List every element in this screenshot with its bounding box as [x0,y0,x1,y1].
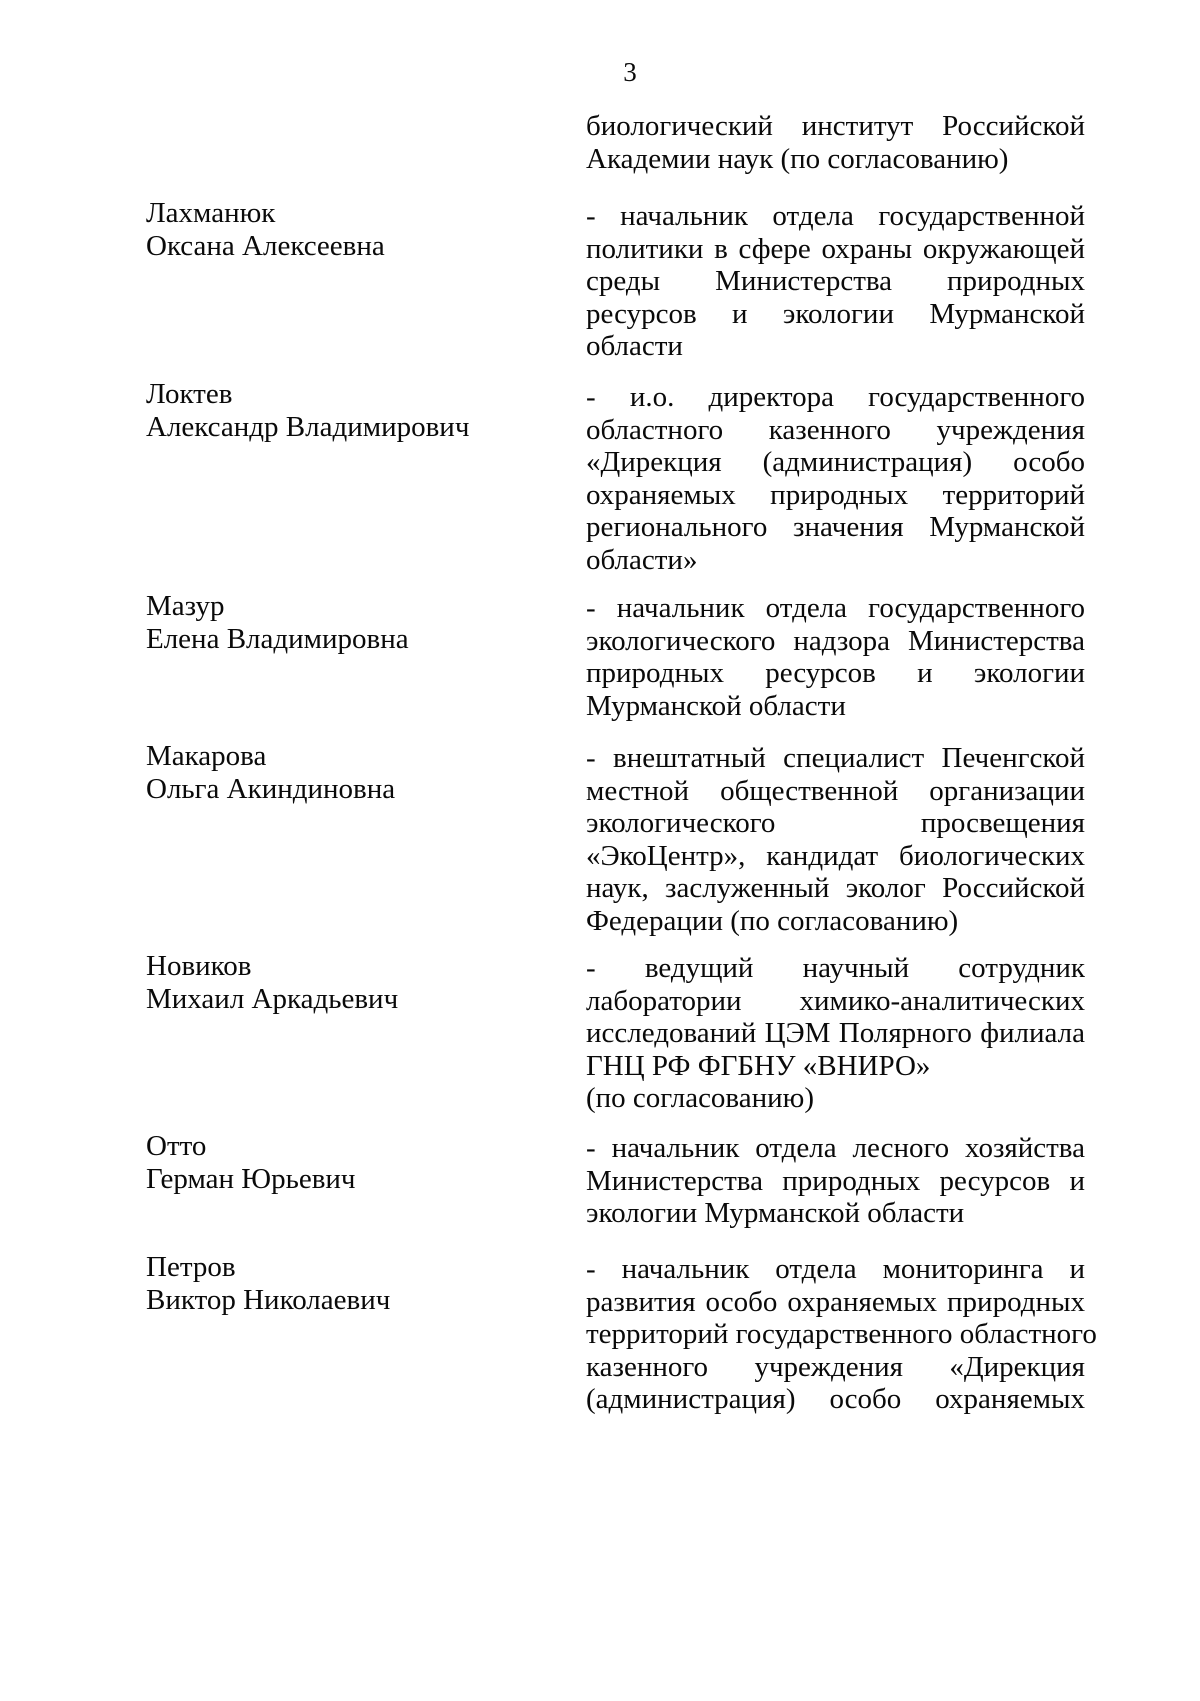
description-line: территорий государственного областного [586,1318,1097,1350]
person-name [146,1130,546,1195]
continuation-text [586,110,1085,175]
description-line: областного казенного учреждения [586,413,1085,446]
description-line: среды Министерства природных [586,265,1085,297]
person-name [146,950,546,1015]
description-line: ГНЦ РФ ФГБНУ «ВНИРО» [586,1049,931,1082]
description-line: экологии Мурманской области [586,1197,965,1229]
person-description [586,952,1085,1115]
person-description [586,1132,1085,1230]
description-line: экологического надзора Министерства [586,624,1085,657]
description-line: (по согласованию) [586,1082,814,1114]
given-name: Елена Владимировна [146,622,409,655]
given-name: Герман Юрьевич [146,1162,356,1195]
surname: Мазур [146,590,225,622]
description-line: «ЭкоЦентр», кандидат биологических [586,839,1085,872]
person-description [586,381,1085,576]
surname: Локтев [146,378,233,410]
given-name: Ольга Акиндиновна [146,772,396,805]
given-name: Оксана Алексеевна [146,229,385,262]
description-line: - внештатный специалист Печенгской [586,742,1085,774]
description-line: наук, заслуженный эколог Российской [586,872,1085,904]
description-line: природных ресурсов и экологии [586,657,1085,689]
surname: Макарова [146,740,267,772]
description-line: области [586,330,683,362]
description-line: местной общественной организации [586,774,1085,807]
surname: Лахманюк [146,197,276,229]
description-line: регионального значения Мурманской [586,511,1085,543]
description-line: области» [586,543,698,576]
surname: Новиков [146,950,252,982]
description-line: Академии наук (по согласованию) [586,142,1009,175]
description-line: - ведущий научный сотрудник [586,952,1085,984]
surname: Петров [146,1251,236,1283]
description-line: охраняемых природных территорий [586,478,1085,511]
description-line: - начальник отдела государственной [586,200,1085,232]
description-line: - начальник отдела мониторинга и [586,1253,1085,1285]
description-line: казенного учреждения «Дирекция [586,1350,1085,1383]
description-line: лаборатории химико-аналитических [586,984,1085,1017]
description-line: исследований ЦЭМ Полярного филиала [586,1017,1085,1049]
person-name [146,590,546,655]
person-description [586,1253,1097,1416]
description-line: (администрация) особо охраняемых [586,1383,1085,1415]
description-line: - и.о. директора государственного [586,381,1085,413]
surname: Отто [146,1130,207,1162]
person-name [146,378,546,443]
person-description [586,592,1085,722]
description-line: биологический институт Российской [586,110,1085,142]
description-line: ресурсов и экологии Мурманской [586,297,1085,330]
description-line: политики в сфере охраны окружающей [586,232,1085,265]
page-number: 3 [623,57,637,87]
description-line: экологического просвещения [586,807,1085,839]
description-line: Федерации (по согласованию) [586,904,959,937]
description-line: Министерства природных ресурсов и [586,1164,1085,1197]
given-name: Александр Владимирович [146,410,470,443]
person-description [586,200,1085,363]
description-line: «Дирекция (администрация) особо [586,446,1085,478]
person-name [146,1251,546,1316]
description-line: - начальник отдела лесного хозяйства [586,1132,1085,1164]
person-name [146,740,546,805]
given-name: Виктор Николаевич [146,1283,391,1316]
description-line: Мурманской области [586,689,846,722]
person-name [146,197,546,262]
description-line: развития особо охраняемых природных [586,1285,1085,1318]
given-name: Михаил Аркадьевич [146,982,399,1015]
person-description [586,742,1085,937]
description-line: - начальник отдела государственного [586,592,1085,624]
